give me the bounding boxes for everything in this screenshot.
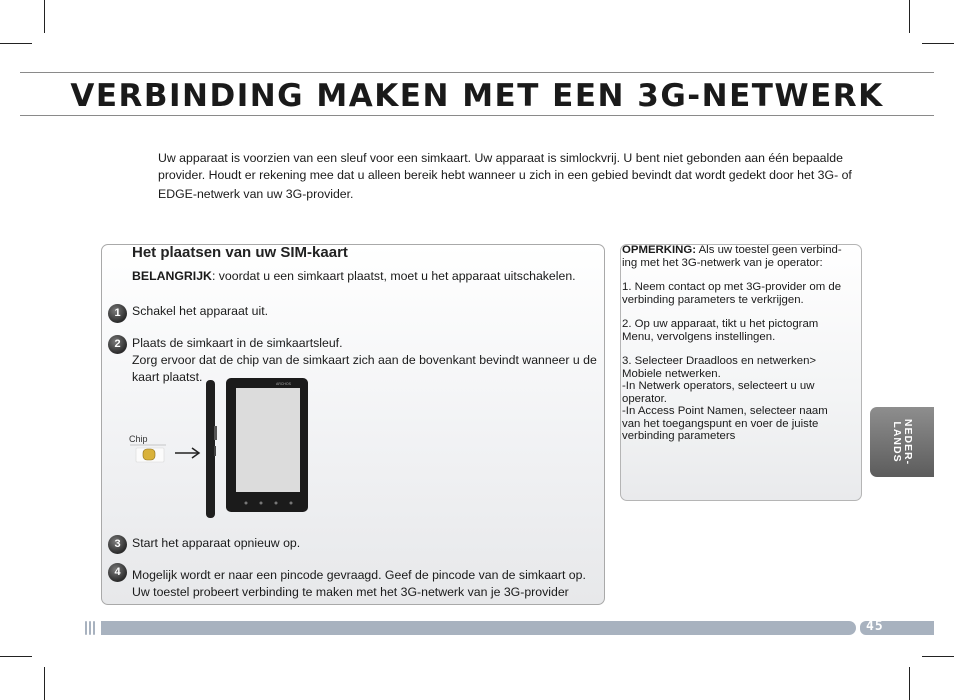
- note-line: 1. Neem contact op met 3G-provider om de: [622, 281, 842, 293]
- crop-mark: [922, 656, 954, 657]
- nav-button-icon: [290, 502, 293, 505]
- step-line: Mogelijk wordt er naar een pincode gevraagd. Geef de pincode van de simkaart op.: [132, 568, 586, 582]
- step-badge-1: 1: [108, 304, 127, 323]
- note-text: [622, 244, 864, 443]
- device-brand: ARCHOS: [276, 382, 291, 386]
- step-badge-3: 3: [108, 535, 127, 554]
- intro-line: provider. Houdt er rekening mee dat u alleen bereik hebt wanneer u zich in een gebied bevindt dat wordt gedekt door het 3G- of: [158, 168, 852, 182]
- note-line: operator.: [622, 392, 667, 405]
- intro-line: EDGE-netwerk van uw 3G-provider.: [158, 187, 354, 201]
- tablet-screen: [236, 388, 300, 492]
- intro-paragraph: [158, 150, 858, 203]
- step-4-text: [132, 567, 602, 601]
- sim-slot: [214, 426, 217, 440]
- nav-button-icon: [260, 502, 263, 505]
- footer-bar: [101, 621, 856, 635]
- step-badge-2: 2: [108, 335, 127, 354]
- note-line: 2. Op uw apparaat, tikt u het pictogram: [622, 318, 819, 330]
- nav-button-icon: [245, 502, 248, 505]
- note-line: Als uw toestel geen verbind-: [696, 244, 842, 256]
- note-line: verbinding parameters: [622, 430, 736, 442]
- crop-mark: [44, 667, 45, 700]
- note-line: ing met het 3G-netwerk van je operator:: [622, 256, 823, 269]
- crop-mark: [909, 0, 910, 33]
- page-title: VERBINDING MAKEN MET EEN 3G-NETWERK: [70, 78, 884, 114]
- tablet-side-view: [206, 380, 215, 518]
- step-3-text: [132, 535, 602, 552]
- crop-mark: [44, 0, 45, 33]
- crop-mark: [922, 43, 954, 44]
- step-line: Zorg ervoor dat de chip van de simkaart zich aan de bovenkant bevindt wanneer u de: [132, 353, 597, 367]
- step-line: Start het apparaat opnieuw op.: [132, 536, 301, 550]
- chip-label: Chip: [129, 434, 148, 444]
- step-line: Uw toestel probeert verbinding te maken met het 3G-netwerk van je 3G-provider: [132, 585, 569, 599]
- title-rule-bottom: [20, 115, 934, 116]
- crop-mark: [909, 667, 910, 700]
- title-rule-top: [20, 72, 934, 73]
- note-line: -In Netwerk operators, selecteert u uw: [622, 380, 815, 392]
- tab-label-line: LANDS: [891, 421, 903, 463]
- side-button: [214, 446, 216, 456]
- crop-mark: [0, 656, 32, 657]
- sim-insertion-illustration: [120, 372, 320, 522]
- step-line: Schakel het apparaat uit.: [132, 304, 269, 318]
- sim-chip-icon: [143, 449, 155, 460]
- note-label: OPMERKING:: [622, 244, 697, 256]
- note-line: Menu, vervolgens instellingen.: [622, 330, 776, 343]
- tab-label-line: NEDER-: [902, 418, 914, 466]
- page-number: 45: [866, 619, 884, 634]
- step-line: kaart plaatst.: [132, 370, 203, 384]
- important-note: [132, 268, 602, 285]
- crop-mark: [0, 43, 32, 44]
- step-1-text: [132, 303, 602, 320]
- note-line: -In Access Point Namen, selecteer naam: [622, 405, 828, 417]
- step-badge-4: 4: [108, 563, 127, 582]
- sim-section-heading: Het plaatsen van uw SIM-kaart: [132, 244, 348, 261]
- important-label: BELANGRIJK: [132, 269, 212, 283]
- intro-line: Uw apparaat is voorzien van een sleuf voor een simkaart. Uw apparaat is simlockvrij. U bent niet gebonden aan één bepaalde: [158, 151, 843, 165]
- important-text: : voordat u een simkaart plaatst, moet u het apparaat uitschakelen.: [211, 269, 576, 283]
- nav-button-icon: [275, 502, 278, 505]
- language-tab-label: [891, 419, 913, 465]
- note-line: van het toegangspunt en voer de juiste: [622, 417, 819, 430]
- note-line: verbinding parameters te verkrijgen.: [622, 293, 804, 306]
- note-line: Mobiele netwerken.: [622, 367, 721, 380]
- step-line: Plaats de simkaart in de simkaartsleuf.: [132, 336, 343, 350]
- note-line: 3. Selecteer Draadloos en netwerken>: [622, 355, 817, 367]
- footer-tick-marks: [84, 621, 100, 635]
